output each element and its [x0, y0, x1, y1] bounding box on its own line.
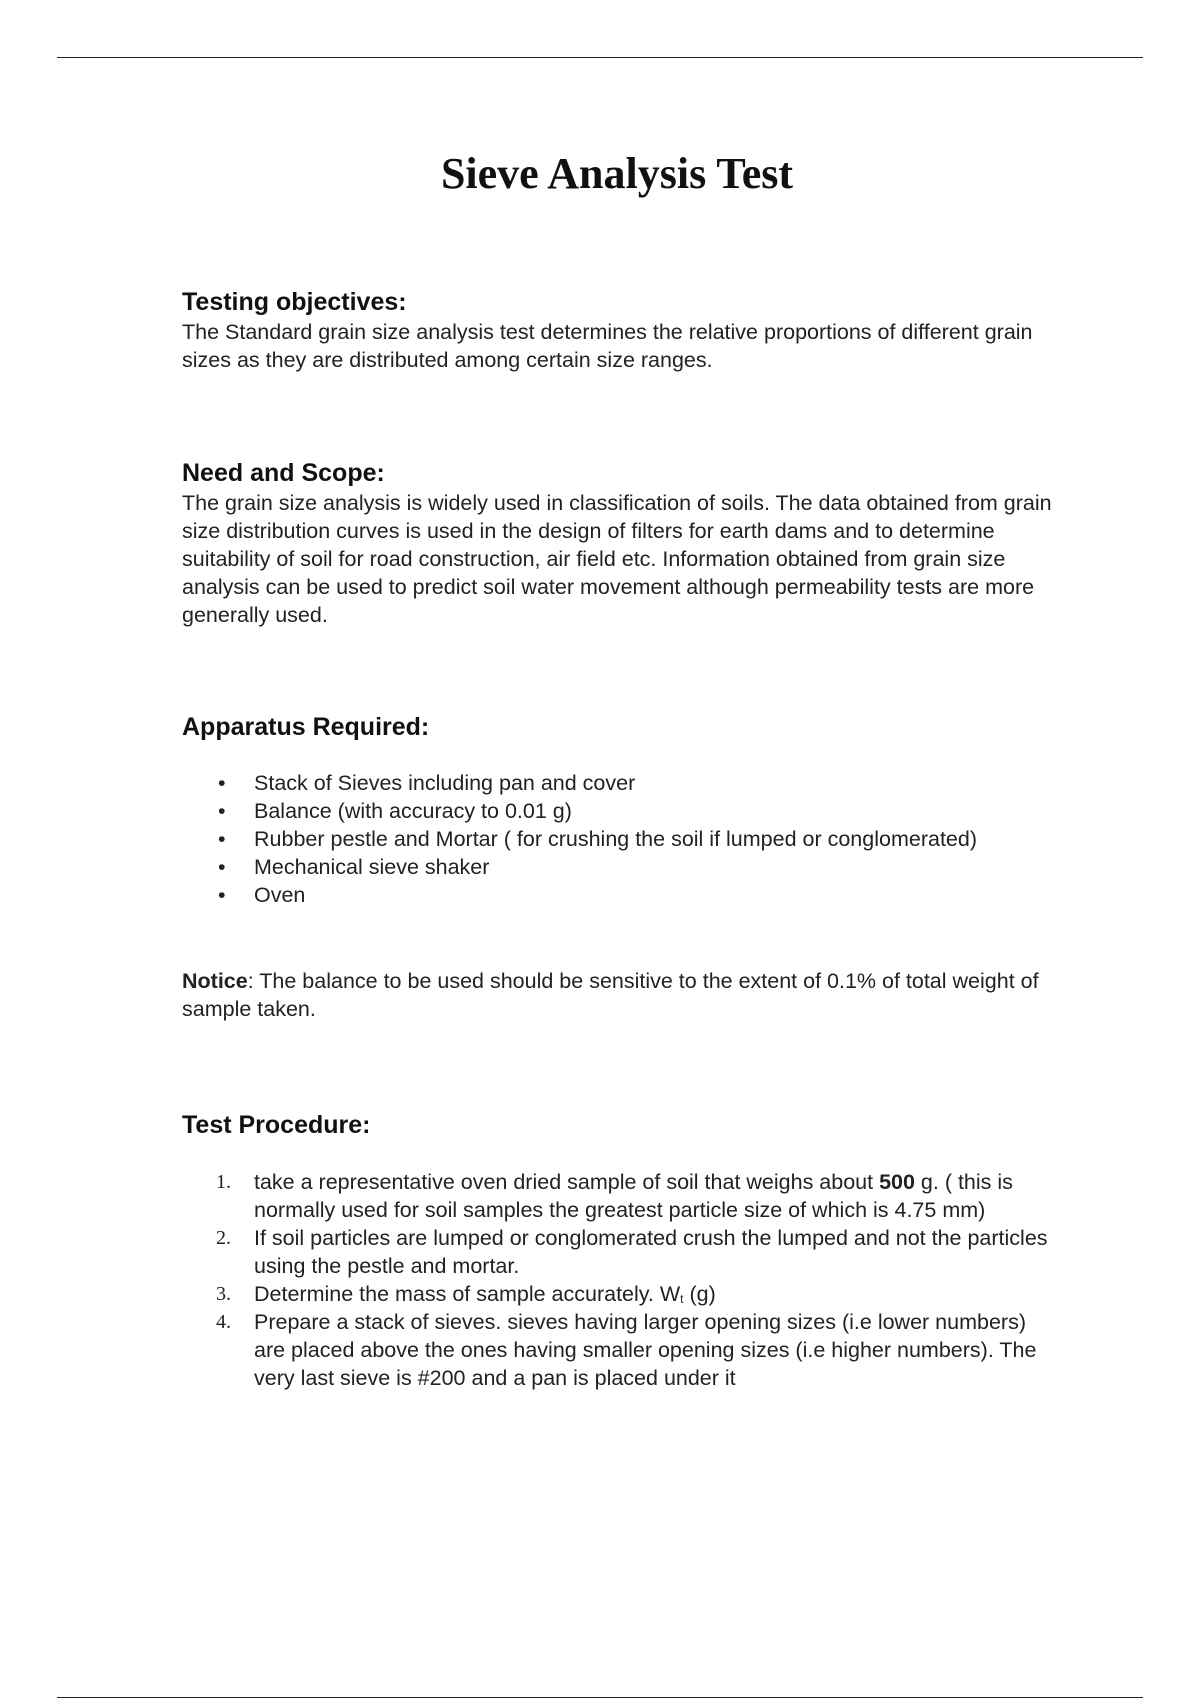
- step-subscript: t: [680, 1292, 684, 1306]
- apparatus-item-text: Stack of Sieves including pan and cover: [254, 771, 636, 795]
- apparatus-item-text: Mechanical sieve shaker: [254, 855, 490, 879]
- list-item: [182, 797, 1062, 825]
- step-number: 4.: [216, 1311, 231, 1333]
- procedure-list: [182, 1168, 1062, 1392]
- list-item: [182, 1224, 1062, 1280]
- objectives-section: [182, 286, 1062, 374]
- list-item: [182, 1280, 1062, 1308]
- objectives-heading: Testing objectives:: [182, 288, 407, 316]
- step-text-after: g. ( this is normally used for soil samples the greatest particle size of which is 4.75 mm): [254, 1170, 1013, 1222]
- scope-section: [182, 457, 1062, 629]
- step-text: Determine the mass of sample accurately. W: [254, 1282, 681, 1306]
- objectives-text: The Standard grain size analysis test determines the relative proportions of different grain sizes as they are distributed among certain size ranges.: [182, 320, 1033, 372]
- step-number: 2.: [216, 1227, 231, 1249]
- page-title: Sieve Analysis Test: [440, 149, 794, 198]
- bullet-icon: •: [218, 855, 226, 879]
- bullet-icon: •: [218, 799, 226, 823]
- apparatus-list: [182, 769, 1062, 909]
- bullet-icon: •: [218, 827, 226, 851]
- step-number: 3.: [216, 1283, 231, 1305]
- step-number: 1.: [216, 1171, 231, 1193]
- apparatus-item-text: Balance (with accuracy to 0.01 g): [254, 799, 572, 823]
- list-item: [182, 1168, 1062, 1224]
- step-text-after: (g): [683, 1282, 716, 1306]
- bottom-divider: [57, 1697, 1143, 1698]
- top-divider: [57, 57, 1143, 58]
- notice-body: : The balance to be used should be sensitive to the extent of 0.1% of total weight of sample taken.: [182, 969, 1039, 1021]
- notice-section: [182, 967, 1062, 1023]
- notice-label: Notice: [182, 969, 248, 993]
- apparatus-heading: Apparatus Required:: [182, 713, 430, 741]
- apparatus-item-text: Oven: [254, 883, 306, 907]
- list-item: [182, 825, 1062, 853]
- list-item: [182, 769, 1062, 797]
- apparatus-item-text: Rubber pestle and Mortar ( for crushing the soil if lumped or conglomerated): [254, 827, 977, 851]
- step-emphasis: 500: [879, 1170, 915, 1194]
- list-item: [182, 853, 1062, 881]
- bullet-icon: •: [218, 883, 226, 907]
- list-item: [182, 1308, 1062, 1392]
- step-text: If soil particles are lumped or conglomerated crush the lumped and not the particles using the pestle and mortar.: [254, 1226, 1048, 1278]
- step-text: Prepare a stack of sieves. sieves having larger opening sizes (i.e lower numbers) are placed above the ones having smaller opening sizes (i.e higher numbers). The very last sieve is #200 and a pan is placed under it: [254, 1310, 1037, 1390]
- scope-heading: Need and Scope:: [182, 459, 385, 487]
- scope-text: The grain size analysis is widely used in classification of soils. The data obtained from grain size distribution curves is used in the design of filters for earth dams and to determine suitability of soil for road construction, air field etc. Information obtained from grain size analysis can be used to predict soil water movement although permeability tests are more generally used.: [182, 491, 1052, 627]
- list-item: [182, 881, 1062, 909]
- apparatus-section: [182, 711, 1062, 909]
- procedure-heading: Test Procedure:: [182, 1111, 371, 1139]
- step-text-before: take a representative oven dried sample of soil that weighs about: [254, 1170, 880, 1194]
- procedure-section: [182, 1109, 1062, 1392]
- bullet-icon: •: [218, 771, 226, 795]
- notice-text: [182, 967, 1062, 1023]
